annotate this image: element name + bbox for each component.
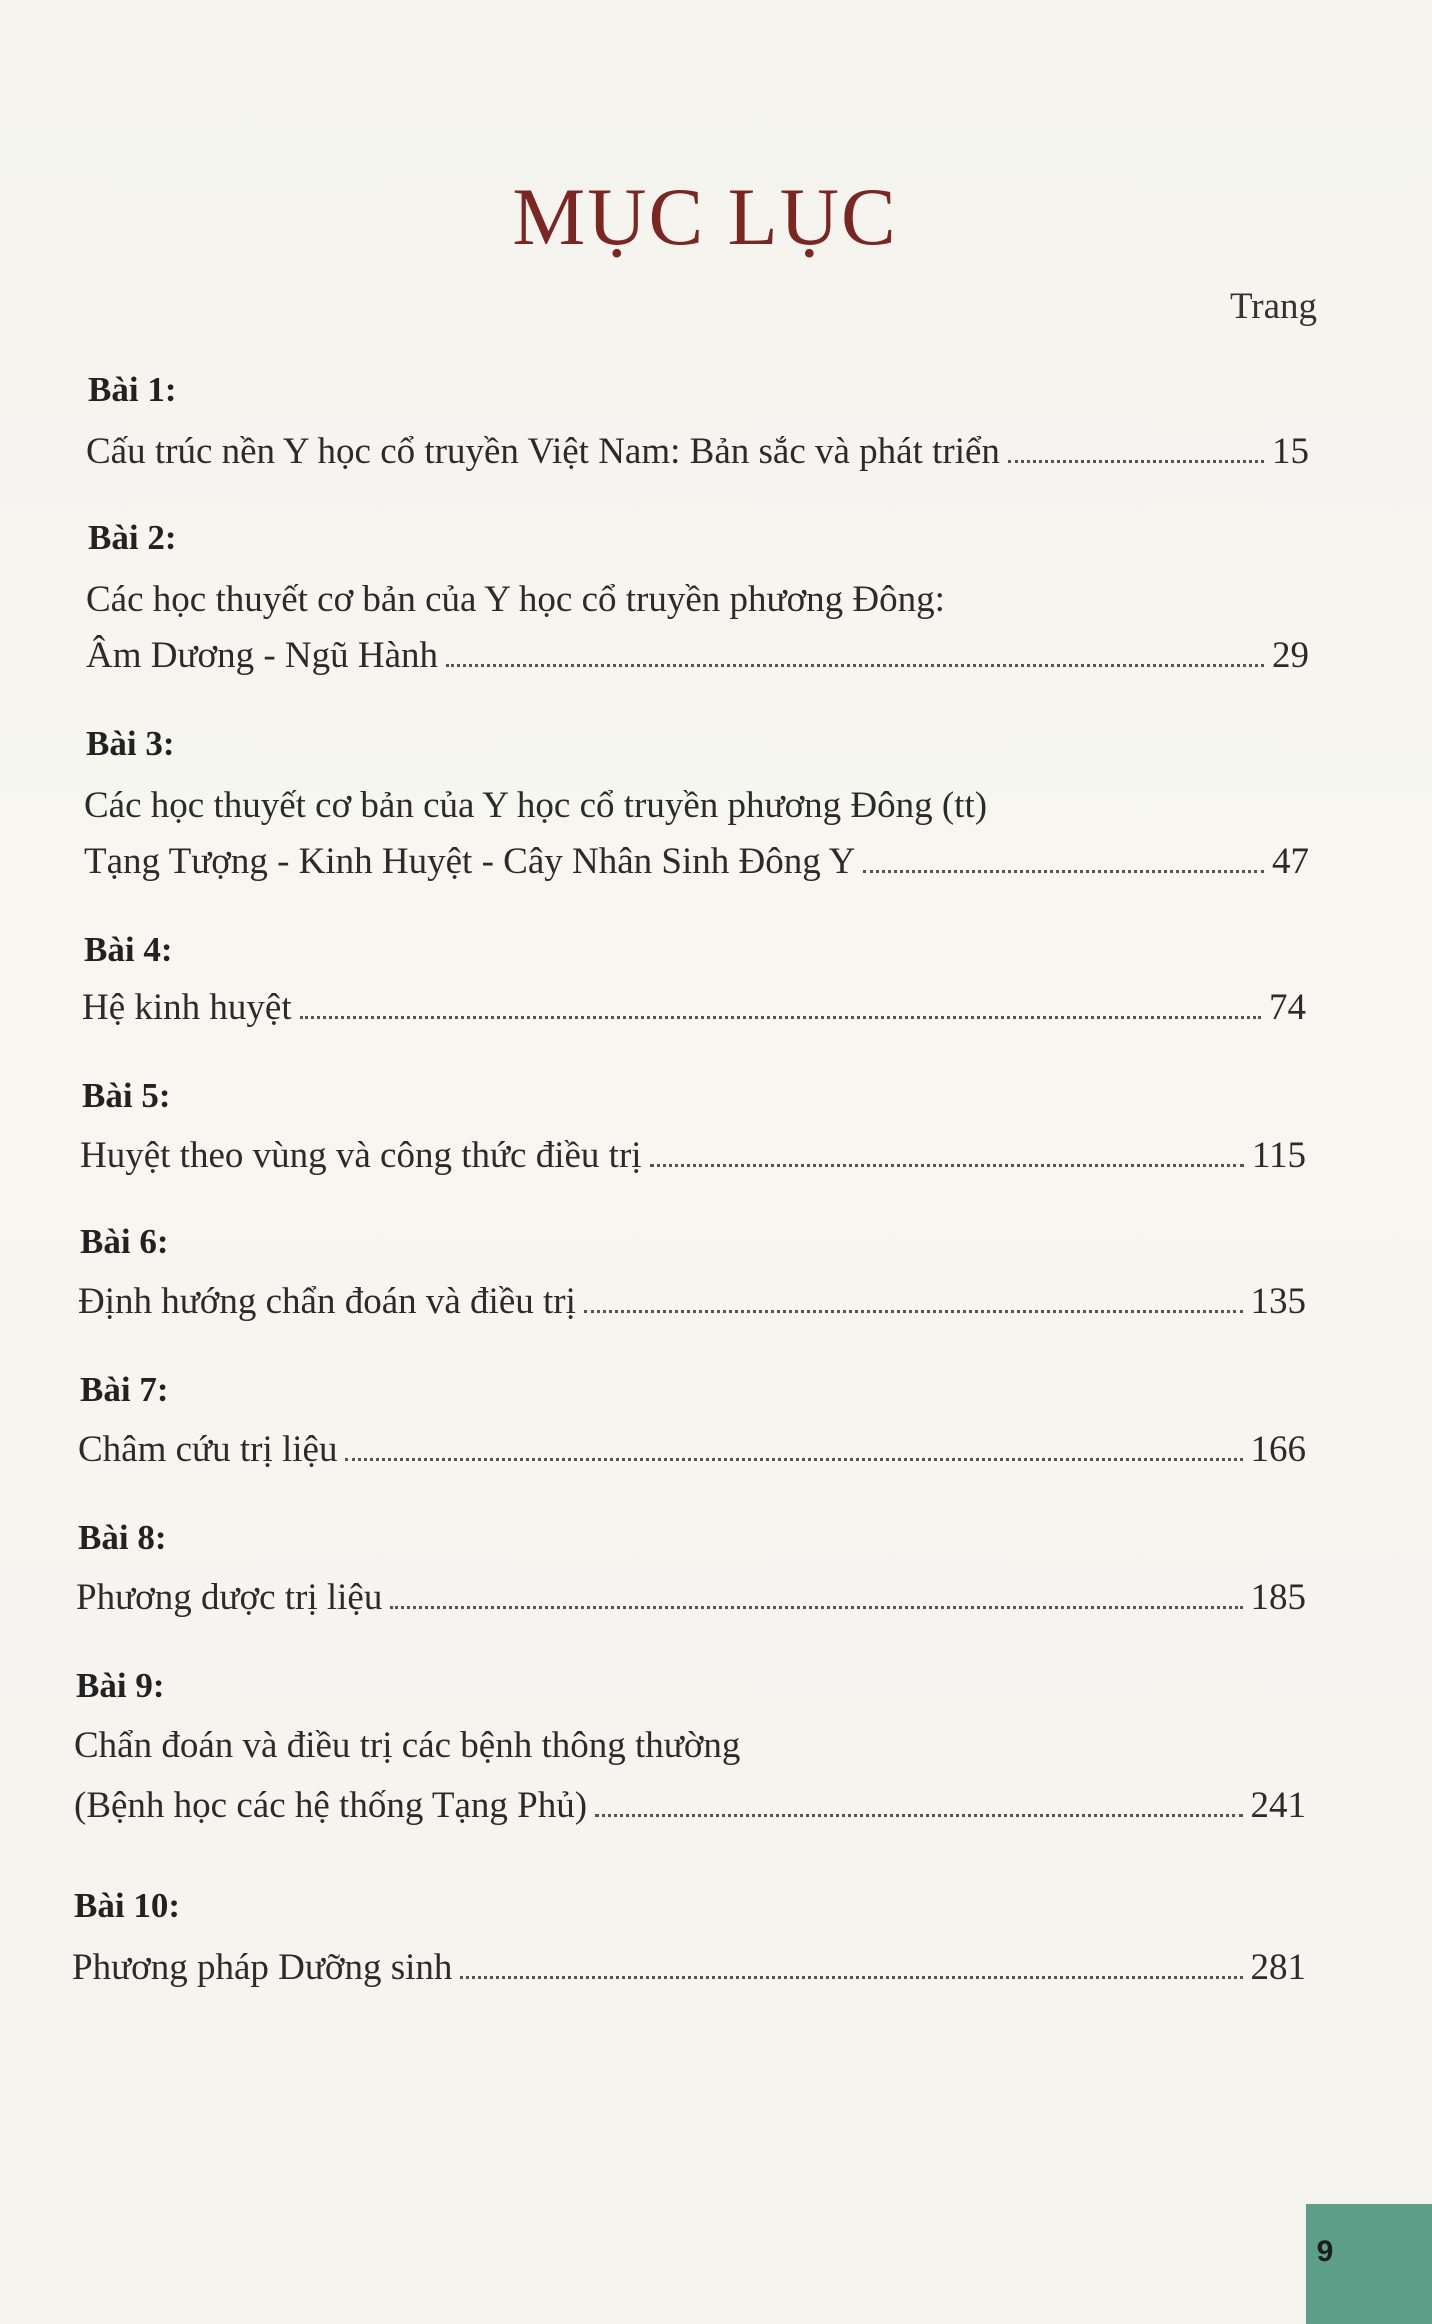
toc-entry-text: Định hướng chẩn đoán và điều trị	[78, 1281, 576, 1322]
page-column-header: Trang	[1229, 286, 1317, 327]
toc-entry-text: Các học thuyết cơ bản của Y học cổ truyền phương Đông:	[86, 579, 945, 620]
toc-entry-row[interactable]	[82, 986, 1306, 1029]
toc-entry-label: Bài 4:	[84, 930, 173, 969]
toc-entry-page: 281	[1250, 1947, 1306, 1988]
dot-leader	[595, 1814, 1242, 1817]
toc-entry-page: 166	[1250, 1429, 1306, 1470]
toc-entry-page: 47	[1272, 841, 1309, 882]
toc-entry-page: 135	[1250, 1281, 1306, 1322]
toc-entry-page: 74	[1269, 987, 1306, 1028]
toc-entry-text: Huyệt theo vùng và công thức điều trị	[80, 1135, 642, 1176]
toc-entry-label: Bài 5:	[82, 1076, 171, 1115]
dot-leader	[345, 1458, 1242, 1461]
toc-entry-row[interactable]	[78, 1428, 1306, 1471]
toc-entry-label: Bài 1:	[88, 370, 177, 409]
toc-entry-page: 115	[1251, 1135, 1306, 1176]
toc-entry-label: Bài 10:	[74, 1886, 180, 1925]
toc-entry-row[interactable]	[78, 1280, 1306, 1323]
toc-entry-label: Bài 7:	[80, 1370, 169, 1409]
toc-entry-page: 29	[1272, 635, 1309, 676]
toc-entry-page: 241	[1250, 1785, 1306, 1826]
toc-entry-text: Cấu trúc nền Y học cổ truyền Việt Nam: Bản sắc và phát triển	[86, 431, 1000, 472]
dot-leader	[584, 1310, 1243, 1313]
toc-entry-text: Hệ kinh huyệt	[82, 987, 292, 1028]
toc-entry-label: Bài 9:	[76, 1666, 165, 1705]
dot-leader	[863, 870, 1264, 873]
toc-entry-label: Bài 6:	[80, 1222, 169, 1261]
toc-entry-page: 15	[1272, 431, 1309, 472]
dot-leader	[446, 664, 1264, 667]
dot-leader	[390, 1606, 1242, 1609]
toc-entry-text: Phương dược trị liệu	[76, 1577, 383, 1618]
toc-entry-row[interactable]	[86, 430, 1309, 473]
toc-entry-row[interactable]	[72, 1946, 1306, 1989]
toc-entry-row[interactable]	[84, 840, 1309, 883]
dot-leader	[1008, 460, 1264, 463]
page-number: 9	[1316, 2235, 1334, 2268]
page-title: MỤC LỤC	[512, 171, 898, 262]
toc-entry-text: (Bệnh học các hệ thống Tạng Phủ)	[74, 1785, 588, 1826]
toc-entry-text: Chẩn đoán và điều trị các bệnh thông thường	[74, 1725, 741, 1766]
toc-entry-text: Âm Dương - Ngũ Hành	[86, 635, 439, 676]
toc-entry-text: Châm cứu trị liệu	[78, 1429, 338, 1470]
toc-entry-row[interactable]	[76, 1576, 1306, 1619]
dot-leader	[650, 1164, 1244, 1167]
toc-entry-label: Bài 8:	[78, 1518, 167, 1557]
toc-entry-row[interactable]	[80, 1134, 1306, 1177]
toc-entry-page: 185	[1250, 1577, 1306, 1618]
toc-entry-text: Các học thuyết cơ bản của Y học cổ truyền phương Đông (tt)	[84, 785, 988, 826]
toc-entry-row[interactable]	[74, 1784, 1306, 1827]
toc-entry-label: Bài 2:	[88, 518, 177, 557]
dot-leader	[460, 1976, 1242, 1979]
toc-entry-text: Tạng Tượng - Kinh Huyệt - Cây Nhân Sinh Đông Y	[84, 841, 856, 882]
dot-leader	[300, 1016, 1261, 1019]
toc-entry-row[interactable]	[86, 634, 1309, 677]
toc-entry-text: Phương pháp Dưỡng sinh	[72, 1947, 453, 1988]
toc-entry-label: Bài 3:	[86, 724, 175, 763]
